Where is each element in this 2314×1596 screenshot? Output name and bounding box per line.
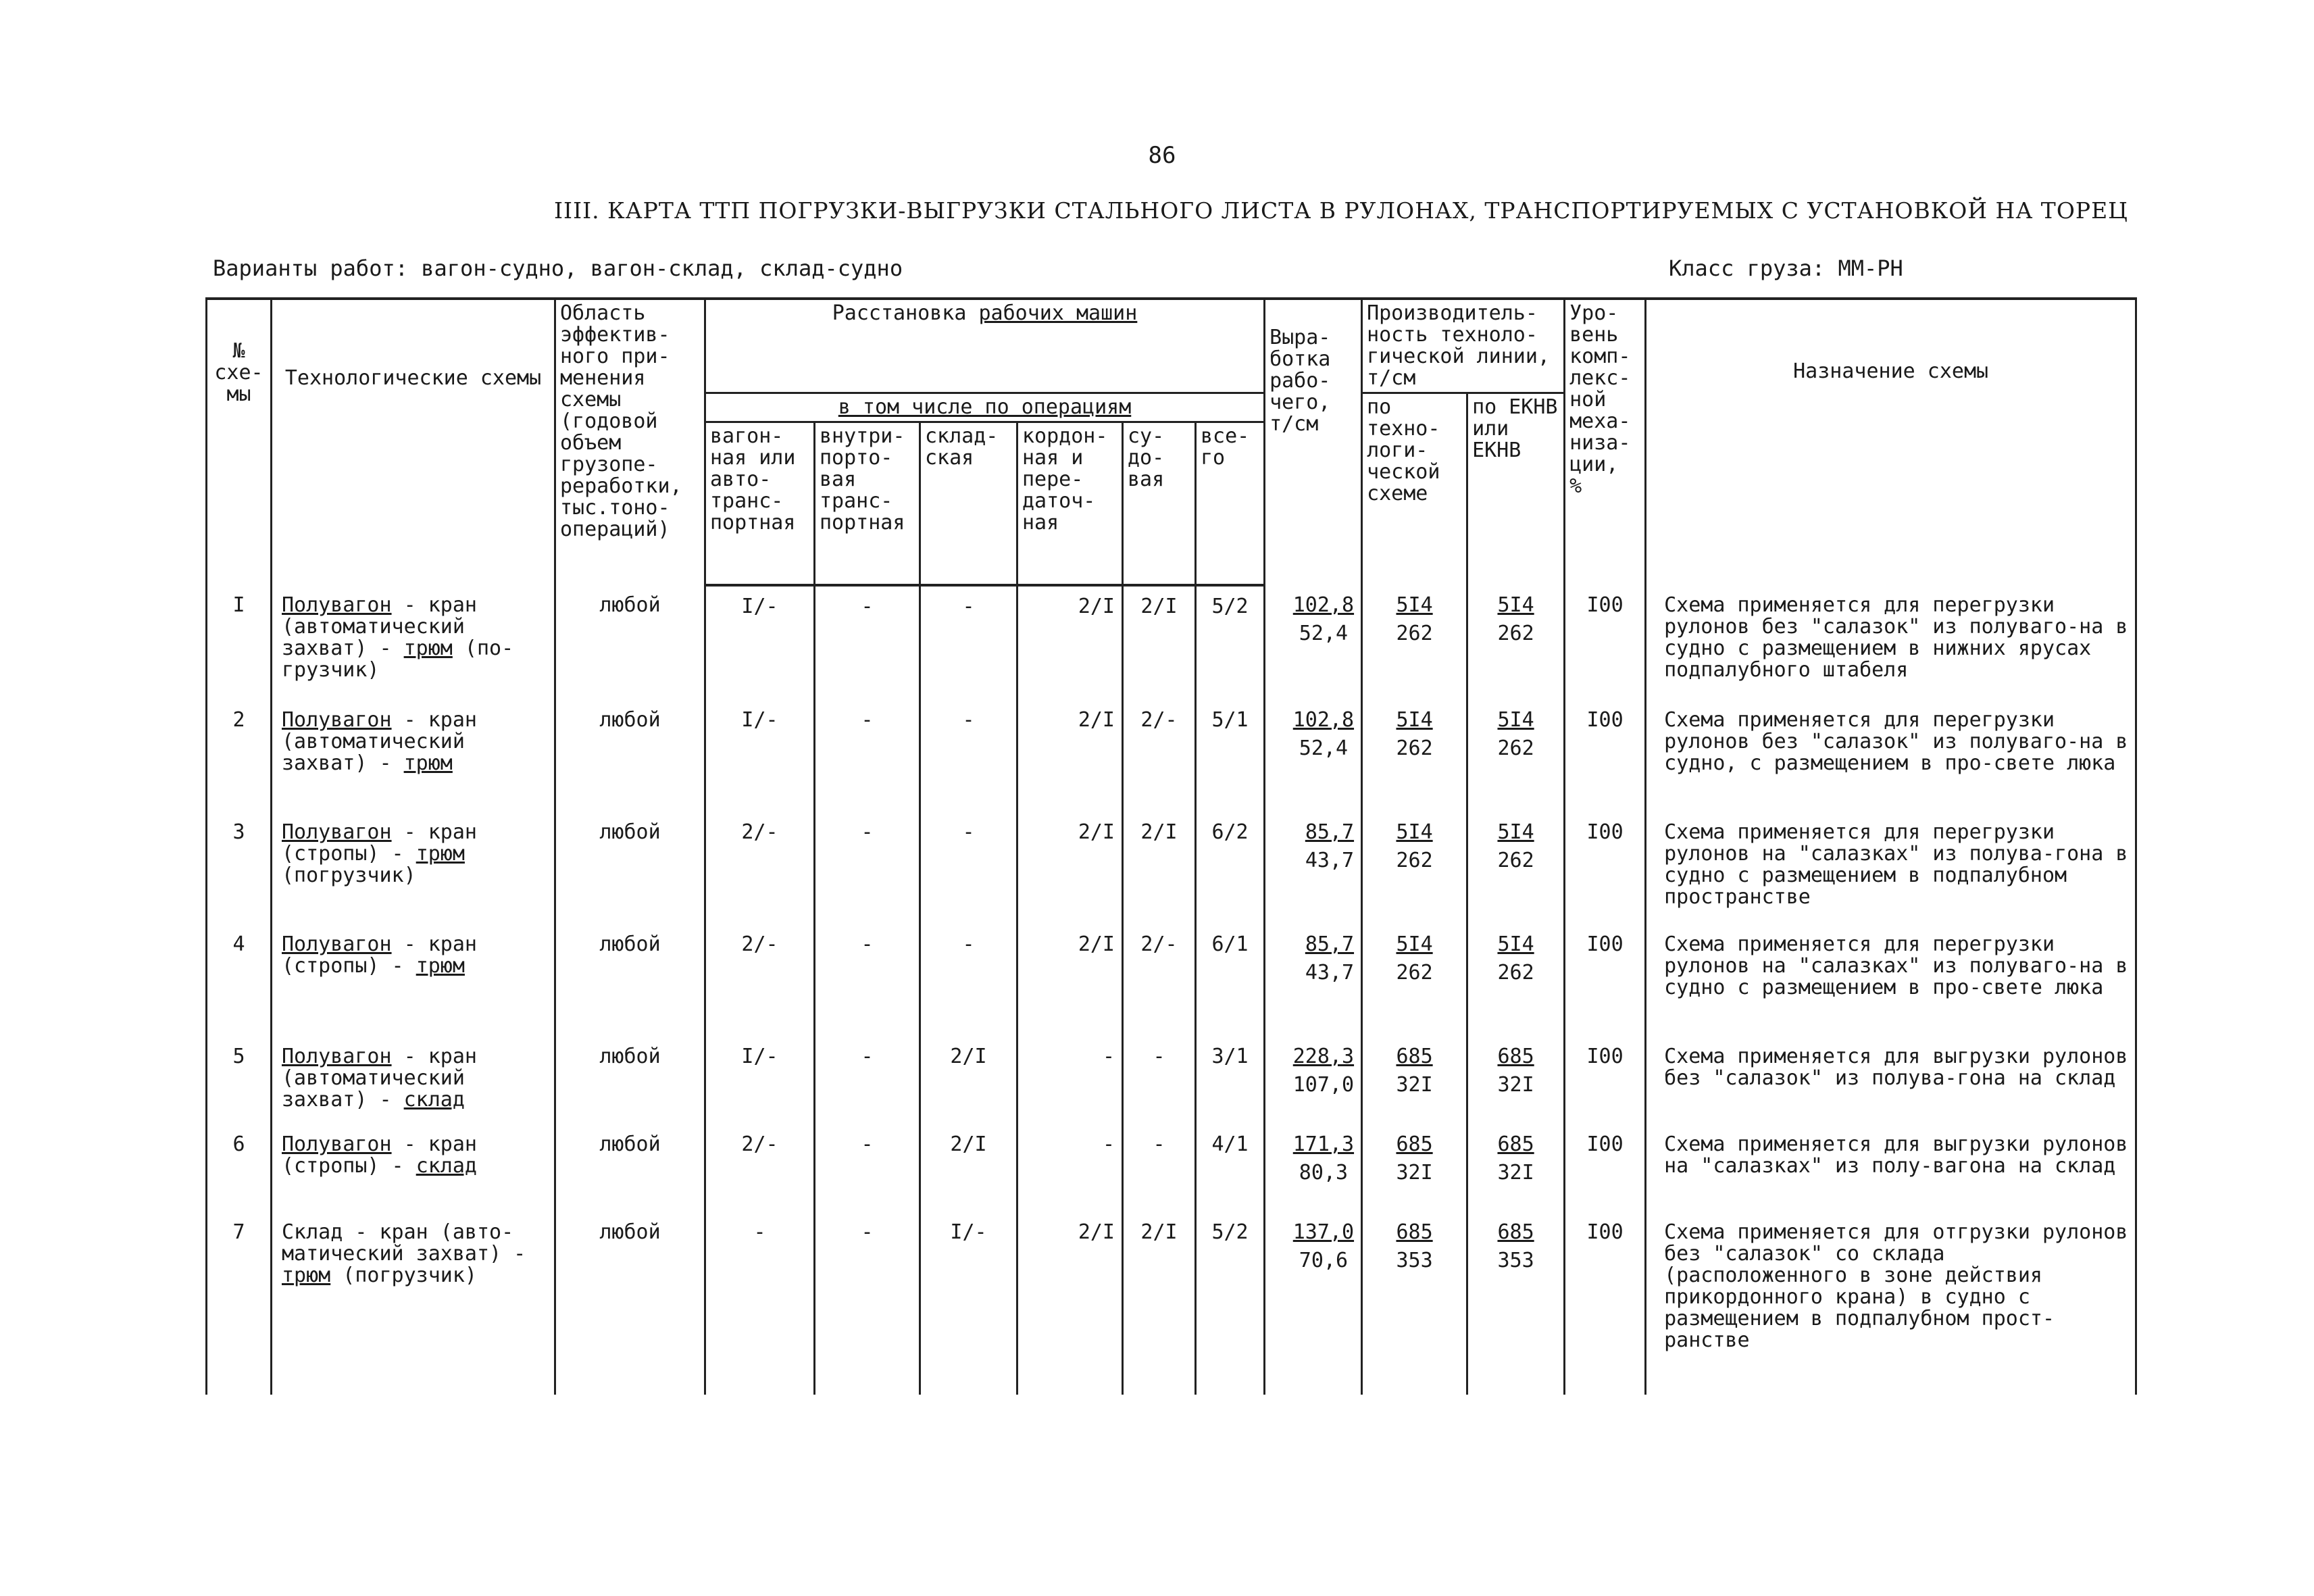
row-by-eknv — [1467, 1037, 1565, 1124]
header-by-tech: по техно-логи-ческой схеме — [1362, 393, 1467, 586]
page-title: IIII. КАРТА ТТП ПОГРУЗКИ-ВЫГРУЗКИ СТАЛЬНОГО ЛИСТА В РУЛОНАХ, ТРАНСПОРТИРУЕМЫХ С УСТАНОВКОЙ НА ТОРЕЦ — [554, 197, 2128, 224]
row-wagon: - — [705, 1212, 815, 1395]
row-by-eknv — [1467, 812, 1565, 924]
tech-value: $\frac{5I4}{262}$ — [1396, 932, 1433, 984]
row-warehouse: - — [920, 924, 1017, 1037]
row-total: 5/2 — [1196, 1212, 1265, 1395]
cargo-class: Класс груза: ММ-РН — [1669, 255, 1903, 281]
row-total: 5/2 — [1196, 585, 1265, 700]
row-output — [1265, 585, 1362, 700]
table-row — [207, 700, 2136, 812]
output-value: $\frac{171,3}{80,3}$ — [1292, 1132, 1355, 1184]
row-ship: - — [1123, 1037, 1196, 1124]
row-num: 6 — [207, 1124, 272, 1212]
row-total: 6/1 — [1196, 924, 1265, 1037]
eknv-value: $\frac{5I4}{262}$ — [1497, 820, 1534, 872]
tech-value: $\frac{685}{32I}$ — [1396, 1132, 1433, 1184]
row-mech: I00 — [1565, 1037, 1646, 1124]
row-by-eknv — [1467, 700, 1565, 812]
row-output — [1265, 700, 1362, 812]
row-by-eknv — [1467, 585, 1565, 700]
header-by-operations: в том числе по операциям — [705, 393, 1265, 422]
row-by-tech — [1362, 1037, 1467, 1124]
row-mech: I00 — [1565, 1212, 1646, 1395]
row-wagon: I/- — [705, 585, 815, 700]
row-warehouse: - — [920, 585, 1017, 700]
output-value: $\frac{228,3}{107,0}$ — [1292, 1045, 1355, 1097]
row-mech: I00 — [1565, 700, 1646, 812]
table-body — [207, 585, 2136, 1395]
row-output — [1265, 1124, 1362, 1212]
row-num: I — [207, 585, 272, 700]
row-by-tech — [1362, 700, 1467, 812]
row-mech: I00 — [1565, 924, 1646, 1037]
row-cordon: - — [1017, 1037, 1123, 1124]
header-placement — [705, 299, 1265, 393]
row-purpose: Схема применяется для перегрузки рулонов на "салазках" из полуваго-на в судно с размещением в про-свете люка — [1646, 924, 2136, 1037]
row-mech: I00 — [1565, 585, 1646, 700]
eknv-value: $\frac{5I4}{262}$ — [1497, 708, 1534, 760]
tech-value: $\frac{685}{32I}$ — [1396, 1045, 1433, 1097]
row-scheme: Полувагон - кран (автоматический захват) - трюм (по-грузчик) — [272, 585, 555, 700]
row-total: 4/1 — [1196, 1124, 1265, 1212]
header-num: № схе-мы — [207, 299, 272, 585]
row-scheme: Полувагон - кран (автоматический захват) - склад — [272, 1037, 555, 1124]
header-warehouse: склад-ская — [920, 422, 1017, 586]
row-total: 6/2 — [1196, 812, 1265, 924]
output-value: $\frac{102,8}{52,4}$ — [1292, 593, 1355, 645]
row-by-tech — [1362, 1124, 1467, 1212]
row-warehouse: 2/I — [920, 1124, 1017, 1212]
row-area: любой — [555, 585, 705, 700]
row-internal: - — [815, 1037, 920, 1124]
header-wagon: вагон-ная или авто-транс-портная — [705, 422, 815, 586]
row-output — [1265, 924, 1362, 1037]
header-mech: Уро-вень комп-лекс-ной меха-низа-ции, % — [1565, 299, 1646, 585]
row-cordon: 2/I — [1017, 1212, 1123, 1395]
row-by-eknv — [1467, 924, 1565, 1037]
row-warehouse: - — [920, 812, 1017, 924]
table-row — [207, 1124, 2136, 1212]
row-area: любой — [555, 1037, 705, 1124]
row-wagon: 2/- — [705, 924, 815, 1037]
row-ship: 2/- — [1123, 700, 1196, 812]
row-area: любой — [555, 1212, 705, 1395]
table-row — [207, 1037, 2136, 1124]
row-ship: 2/I — [1123, 1212, 1196, 1395]
row-ship: 2/I — [1123, 585, 1196, 700]
header-schemes: Технологические схемы — [272, 299, 555, 585]
row-wagon: I/- — [705, 1037, 815, 1124]
row-area: любой — [555, 924, 705, 1037]
table-row — [207, 585, 2136, 700]
row-ship: - — [1123, 1124, 1196, 1212]
row-by-eknv — [1467, 1212, 1565, 1395]
row-num: 2 — [207, 700, 272, 812]
row-area: любой — [555, 700, 705, 812]
output-value: $\frac{137,0}{70,6}$ — [1292, 1220, 1355, 1272]
row-purpose: Схема применяется для отгрузки рулонов без "салазок" со склада (расположенного в зоне действия прикордонного крана) в судно с размещением в подпалубном прост-ранстве — [1646, 1212, 2136, 1395]
row-by-tech — [1362, 1212, 1467, 1395]
row-cordon: 2/I — [1017, 924, 1123, 1037]
tech-value: $\frac{685}{353}$ — [1396, 1220, 1433, 1272]
row-wagon: 2/- — [705, 1124, 815, 1212]
row-area: любой — [555, 1124, 705, 1212]
row-num: 4 — [207, 924, 272, 1037]
row-wagon: I/- — [705, 700, 815, 812]
header-by-eknv: по ЕКНВ или ЕКНВ — [1467, 393, 1565, 586]
row-ship: 2/- — [1123, 924, 1196, 1037]
output-value: $\frac{102,8}{52,4}$ — [1292, 708, 1355, 760]
row-cordon: 2/I — [1017, 585, 1123, 700]
eknv-value: $\frac{685}{32I}$ — [1497, 1045, 1534, 1097]
header-placement-machines: рабочих машин — [978, 301, 1138, 325]
row-by-tech — [1362, 812, 1467, 924]
row-scheme: Полувагон - кран (стропы) - склад — [272, 1124, 555, 1212]
row-internal: - — [815, 585, 920, 700]
table-row — [207, 1212, 2136, 1395]
work-variants: Варианты работ: вагон-судно, вагон-склад, склад-судно — [213, 255, 903, 281]
output-value: $\frac{85,7}{43,7}$ — [1305, 820, 1355, 872]
eknv-value: $\frac{5I4}{262}$ — [1497, 593, 1534, 645]
header-productivity: Производитель-ность техноло-гической линии, т/см — [1362, 299, 1565, 393]
row-cordon: 2/I — [1017, 700, 1123, 812]
table-row — [207, 924, 2136, 1037]
header-internal: внутри-порто-вая транс-портная — [815, 422, 920, 586]
row-warehouse: 2/I — [920, 1037, 1017, 1124]
row-cordon: 2/I — [1017, 812, 1123, 924]
row-purpose: Схема применяется для перегрузки рулонов без "салазок" из полуваго-на в судно, с размещением в про-свете люка — [1646, 700, 2136, 812]
row-internal: - — [815, 700, 920, 812]
header-placement-pre: Расстановка — [832, 301, 967, 325]
row-num: 7 — [207, 1212, 272, 1395]
row-scheme: Склад - кран (авто-матический захват) - трюм (погрузчик) — [272, 1212, 555, 1395]
row-scheme: Полувагон - кран (стропы) - трюм (погрузчик) — [272, 812, 555, 924]
row-by-tech — [1362, 924, 1467, 1037]
tech-value: $\frac{5I4}{262}$ — [1396, 708, 1433, 760]
row-warehouse: - — [920, 700, 1017, 812]
header-cordon: кордон-ная и пере-даточ-ная — [1017, 422, 1123, 586]
eknv-value: $\frac{685}{353}$ — [1497, 1220, 1534, 1272]
row-total: 3/1 — [1196, 1037, 1265, 1124]
row-scheme: Полувагон - кран (стропы) - трюм — [272, 924, 555, 1037]
row-ship: 2/I — [1123, 812, 1196, 924]
row-purpose: Схема применяется для выгрузки рулонов на "салазках" из полу-вагона на склад — [1646, 1124, 2136, 1212]
row-purpose: Схема применяется для перегрузки рулонов без "салазок" из полуваго-на в судно с размещением в нижних ярусах подпалубного штабеля — [1646, 585, 2136, 700]
row-output — [1265, 1037, 1362, 1124]
row-purpose: Схема применяется для перегрузки рулонов на "салазках" из полува-гона в судно с размещением в подпалубном пространстве — [1646, 812, 2136, 924]
output-value: $\frac{85,7}{43,7}$ — [1305, 932, 1355, 984]
row-num: 5 — [207, 1037, 272, 1124]
header-ship: су-до-вая — [1123, 422, 1196, 586]
row-internal: - — [815, 1124, 920, 1212]
table-header — [207, 299, 2136, 585]
header-area: Область эффектив-ного при-менения схемы (годовой объем грузопе-реработки, тыс.тоно-операций) — [555, 299, 705, 585]
row-output — [1265, 1212, 1362, 1395]
header-output: Выра-ботка рабо-чего, т/см — [1265, 299, 1362, 585]
row-internal: - — [815, 1212, 920, 1395]
row-cordon: - — [1017, 1124, 1123, 1212]
eknv-value: $\frac{5I4}{262}$ — [1497, 932, 1534, 984]
row-by-eknv — [1467, 1124, 1565, 1212]
row-purpose: Схема применяется для выгрузки рулонов без "салазок" из полува-гона на склад — [1646, 1037, 2136, 1124]
table-row — [207, 812, 2136, 924]
row-internal: - — [815, 924, 920, 1037]
tech-value: $\frac{5I4}{262}$ — [1396, 820, 1433, 872]
tech-value: $\frac{5I4}{262}$ — [1396, 593, 1433, 645]
header-purpose: Назначение схемы — [1646, 299, 2136, 585]
row-by-tech — [1362, 585, 1467, 700]
row-warehouse: I/- — [920, 1212, 1017, 1395]
row-output — [1265, 812, 1362, 924]
ttp-table — [205, 297, 2137, 1395]
row-mech: I00 — [1565, 1124, 1646, 1212]
row-num: 3 — [207, 812, 272, 924]
eknv-value: $\frac{685}{32I}$ — [1497, 1132, 1534, 1184]
row-mech: I00 — [1565, 812, 1646, 924]
row-total: 5/1 — [1196, 700, 1265, 812]
row-area: любой — [555, 812, 705, 924]
page-number: 86 — [1148, 142, 1176, 169]
header-total: все-го — [1196, 422, 1265, 586]
row-scheme: Полувагон - кран (автоматический захват) - трюм — [272, 700, 555, 812]
row-internal: - — [815, 812, 920, 924]
row-wagon: 2/- — [705, 812, 815, 924]
